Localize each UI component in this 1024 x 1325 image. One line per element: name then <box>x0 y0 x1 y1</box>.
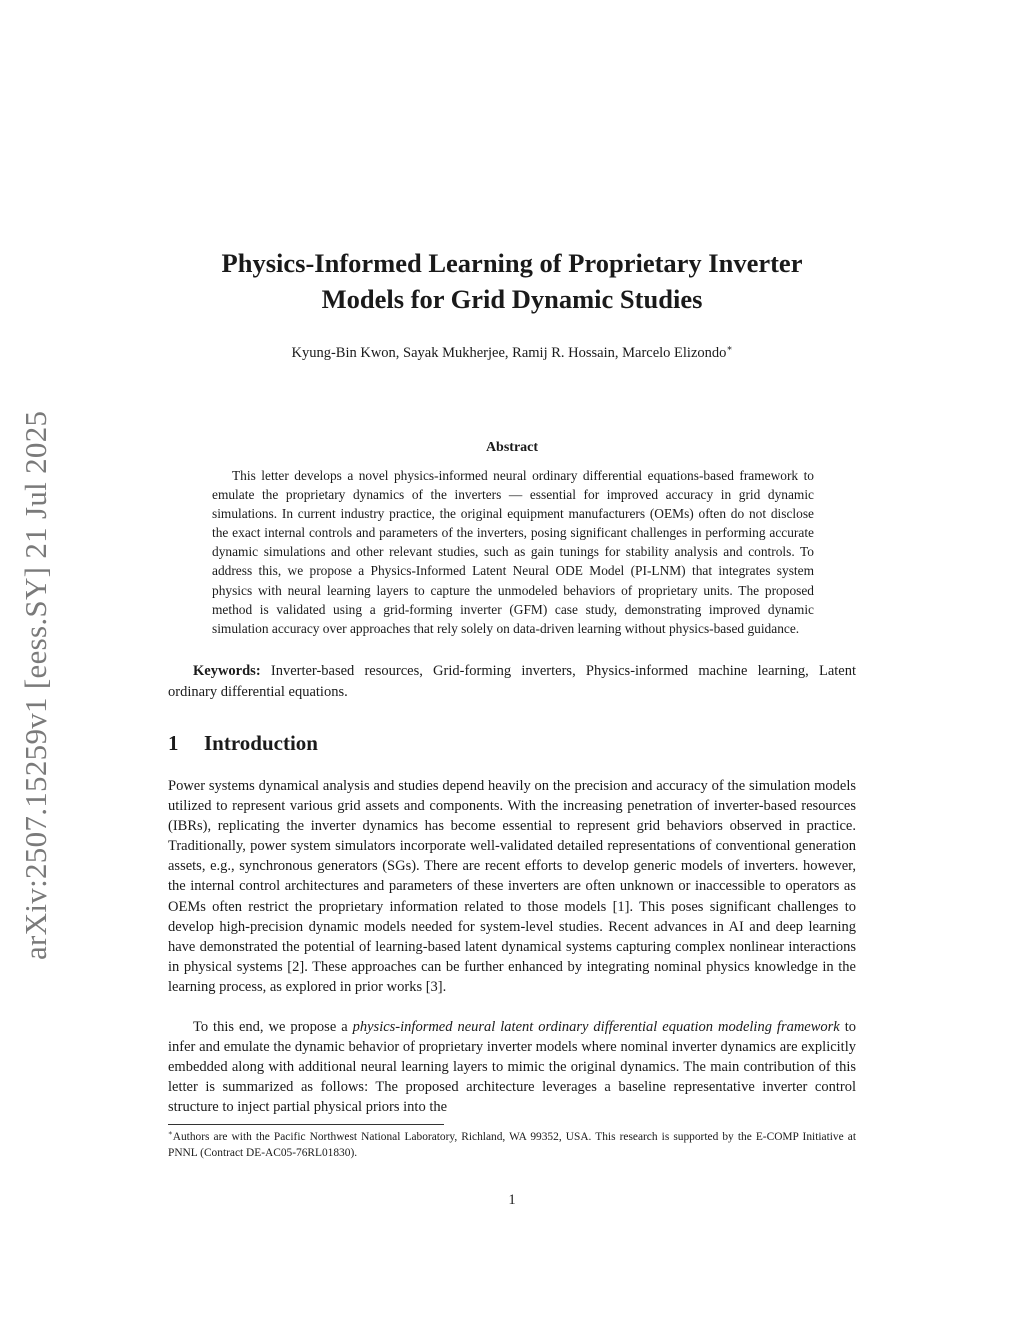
arxiv-identifier-stamp: arXiv:2507.15259v1 [eess.SY] 21 Jul 2025 <box>18 410 53 960</box>
paper-title-line-2: Models for Grid Dynamic Studies <box>321 284 703 314</box>
abstract-body: This letter develops a novel physics-informed neural ordinary differential equations-based framework to emulate the proprietary dynamics of the inverters — essential for improved accuracy in grid dynamic simulations. In current industry practice, the original equipment manufacturers (OEMs) often do not disclose the exact internal controls and parameters of the inverters, posing significant challenges in performing accurate dynamic simulations and other relevant studies, such as gain tunings for stability analysis and controls. To address this, we propose a Physics-Informed Latent Neural ODE Model (PI-LNM) that integrates system physics with neural learning layers to capture the unmodeled behaviors of proprietary units. The proposed method is validated using a grid-forming inverter (GFM) case study, demonstrating improved dynamic simulation accuracy over approaches that rely solely on data-driven learning without physics-based guidance. <box>212 468 814 636</box>
footnote-mark: ∗ <box>168 1129 173 1138</box>
intro-paragraph-2-end: to infer and emulate the dynamic behavior of proprietary inverter models where nominal inverter dynamics are explicitly embedded along with additional neural learning layers to mimic the original dynamics. The main contribution of this letter is summarized as follows: The proposed architecture leverages a baseline representative inverter control structure to inject partial physical priors into the <box>168 1019 856 1116</box>
footnote-divider <box>168 1124 444 1125</box>
section-heading-introduction <box>168 731 856 756</box>
intro-paragraph-2-start: To this end, we propose a <box>193 1019 353 1035</box>
intro-paragraph-2-emphasis: physics-informed neural latent ordinary differential equation modeling framework <box>352 1019 840 1035</box>
abstract-heading: Abstract <box>485 440 539 455</box>
footnote-text: Authors are with the Pacific Northwest National Laboratory, Richland, WA 99352, USA. This research is supported by the E-COMP Initiative at PNNL (Contract DE-AC05-76RL01830). <box>168 1131 856 1159</box>
section-title: Introduction <box>204 731 318 755</box>
author-footnote-mark: ∗ <box>726 343 733 354</box>
page-number: 1 <box>508 1192 516 1208</box>
keywords-text: Inverter-based resources, Grid-forming inverters, Physics-informed machine learning, Latent ordinary differential equations. <box>168 663 856 700</box>
intro-paragraph-1: Power systems dynamical analysis and studies depend heavily on the precision and accuracy of the simulation models utilized to represent various grid assets and components. With the increasing penetration of inverter-based resources (IBRs), replicating the inverter dynamics has become essential to represent grid behaviors observed in practice. Traditionally, power system simulators incorporate well-validated detailed representations of conventional generation assets, e.g., synchronous generators (SGs). There are recent efforts to develop generic models of inverters. however, the internal control architectures and parameters of these inverters are often unknown or inaccessible to operators as OEMs often restrict the proprietary information related to those models [1]. This poses significant challenges to develop high-precision dynamic models needed for system-level studies. Recent advances in AI and deep learning have demonstrated the potential of learning-based latent dynamical systems capturing complex nonlinear interactions in physical systems [2]. These approaches can be further enhanced by integrating nominal physics knowledge in the learning process, as explored in prior works [3]. <box>168 778 856 995</box>
paper-title <box>168 245 856 317</box>
keywords-paragraph <box>168 661 856 702</box>
section-number: 1 <box>168 731 179 755</box>
keywords-label: Keywords: <box>193 663 261 679</box>
paper-title-line-1: Physics-Informed Learning of Proprietary Inverter <box>221 248 803 278</box>
intro-paragraph-2 <box>168 1017 856 1117</box>
footnote <box>168 1129 856 1161</box>
author-list <box>168 345 856 362</box>
author-names: Kyung-Bin Kwon, Sayak Mukherjee, Ramij R. Hossain, Marcelo Elizondo <box>291 345 727 361</box>
